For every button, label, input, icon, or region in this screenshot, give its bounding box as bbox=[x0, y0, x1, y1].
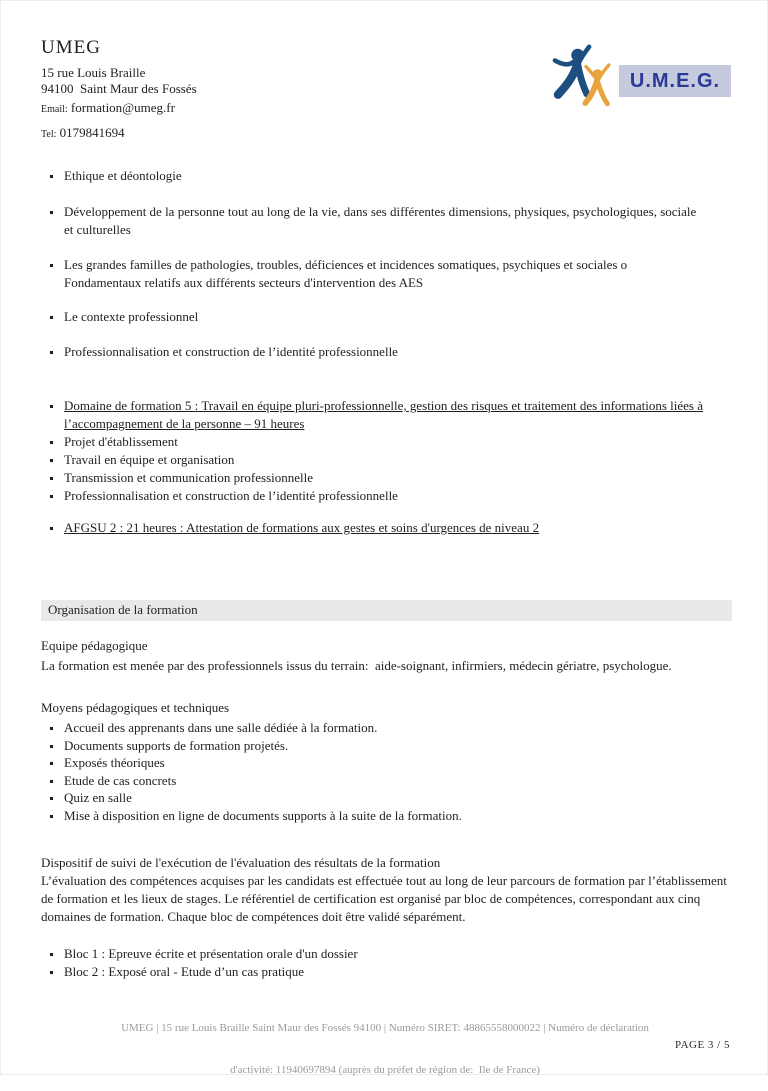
moyens-heading: Moyens pédagogiques et techniques bbox=[41, 700, 230, 715]
list-item-bloc-1: Bloc 1 : Epreuve écrite et présentation orale d'un dossier bbox=[41, 945, 736, 963]
list-item: Travail en équipe et organisation bbox=[41, 451, 736, 469]
footer-line-2: d'activité: 11940697894 (auprès du préfet de région de: Ile de France) bbox=[230, 1064, 540, 1076]
umeg-logo bbox=[541, 41, 733, 117]
list-item: Documents supports de formation projetés. bbox=[41, 737, 736, 755]
document-footer bbox=[85, 993, 685, 1091]
list-item-bloc-2: Bloc 2 : Exposé oral - Etude d’un cas pratique bbox=[41, 963, 736, 981]
tel-label: Tel: bbox=[41, 129, 57, 140]
equipe-paragraph: La formation est menée par des professionnels issus du terrain: aide-soignant, infirmiers, médecin gériatre, psychologue. bbox=[41, 658, 672, 673]
email-value: formation@umeg.fr bbox=[70, 100, 175, 115]
footer-line-1: UMEG | 15 rue Louis Braille Saint Maur des Fossés 94100 | Numéro SIRET: 48865558000022 | Numéro de déclaration bbox=[121, 1022, 649, 1034]
section-header-organisation: Organisation de la formation bbox=[41, 600, 732, 621]
organisation-section bbox=[41, 637, 736, 981]
list-item: Mise à disposition en ligne de documents supports à la suite de la formation. bbox=[41, 807, 736, 825]
address-line-1: 15 rue Louis Braille bbox=[41, 65, 146, 80]
list-item: Développement de la personne tout au long de la vie, dans ses différentes dimensions, physiques, psychologiques, sociale et culturelles bbox=[41, 203, 703, 239]
equipe-heading: Equipe pédagogique bbox=[41, 638, 148, 653]
address-line-2: 94100 Saint Maur des Fossés bbox=[41, 81, 197, 96]
blocs-list bbox=[41, 945, 736, 981]
dispositif-paragraph: L’évaluation des compétences acquises par les candidats est effectuée tout au long de leur parcours de formation par l’établissement de formation et les lieux de stages. Le référentiel de certification est organisé par bloc de compétences, correspondant aux cinq domaines de formation. Chaque bloc de compétences doit être validé séparément. bbox=[41, 873, 731, 924]
moyens-list bbox=[41, 719, 736, 824]
letterhead bbox=[41, 37, 197, 141]
list-item: Quiz en salle bbox=[41, 789, 736, 807]
list-item: Etude de cas concrets bbox=[41, 772, 736, 790]
org-name: UMEG bbox=[41, 37, 101, 58]
list-item-afgsu: AFGSU 2 : 21 heures : Attestation de formations aux gestes et soins d'urgences de niveau 2 bbox=[41, 519, 736, 537]
list-item: Le contexte professionnel bbox=[41, 308, 736, 326]
list-item: Professionnalisation et construction de l’identité professionnelle bbox=[41, 343, 736, 361]
list-item: Professionnalisation et construction de l’identité professionnelle bbox=[41, 487, 736, 505]
list-item: Projet d'établissement bbox=[41, 433, 736, 451]
tel-value: 0179841694 bbox=[59, 125, 125, 140]
logo-figures-icon bbox=[541, 43, 619, 119]
list-item-domaine-5: Domaine de formation 5 : Travail en équipe pluri-professionnelle, gestion des risques et traitement des informations liées à l’accompagnement de la personne – 91 heures bbox=[41, 397, 736, 433]
list-item: Accueil des apprenants dans une salle dédiée à la formation. bbox=[41, 719, 736, 737]
dispositif-heading: Dispositif de suivi de l'exécution de l'évaluation des résultats de la formation bbox=[41, 855, 441, 870]
logo-wordmark: U.M.E.G. bbox=[619, 65, 731, 97]
programme-topics-list bbox=[41, 167, 736, 537]
email-label: Email: bbox=[41, 104, 68, 115]
list-item: Exposés théoriques bbox=[41, 754, 736, 772]
list-item: Transmission et communication professionnelle bbox=[41, 469, 736, 487]
list-item: Les grandes familles de pathologies, troubles, déficiences et incidences somatiques, psychiques et sociales o Fondamentaux relatifs aux différents secteurs d'intervention des AES bbox=[41, 256, 693, 292]
page-number: PAGE 3 / 5 bbox=[674, 1039, 730, 1051]
list-item: Ethique et déontologie bbox=[41, 167, 736, 185]
email-line bbox=[41, 100, 197, 116]
tel-line bbox=[41, 125, 197, 141]
